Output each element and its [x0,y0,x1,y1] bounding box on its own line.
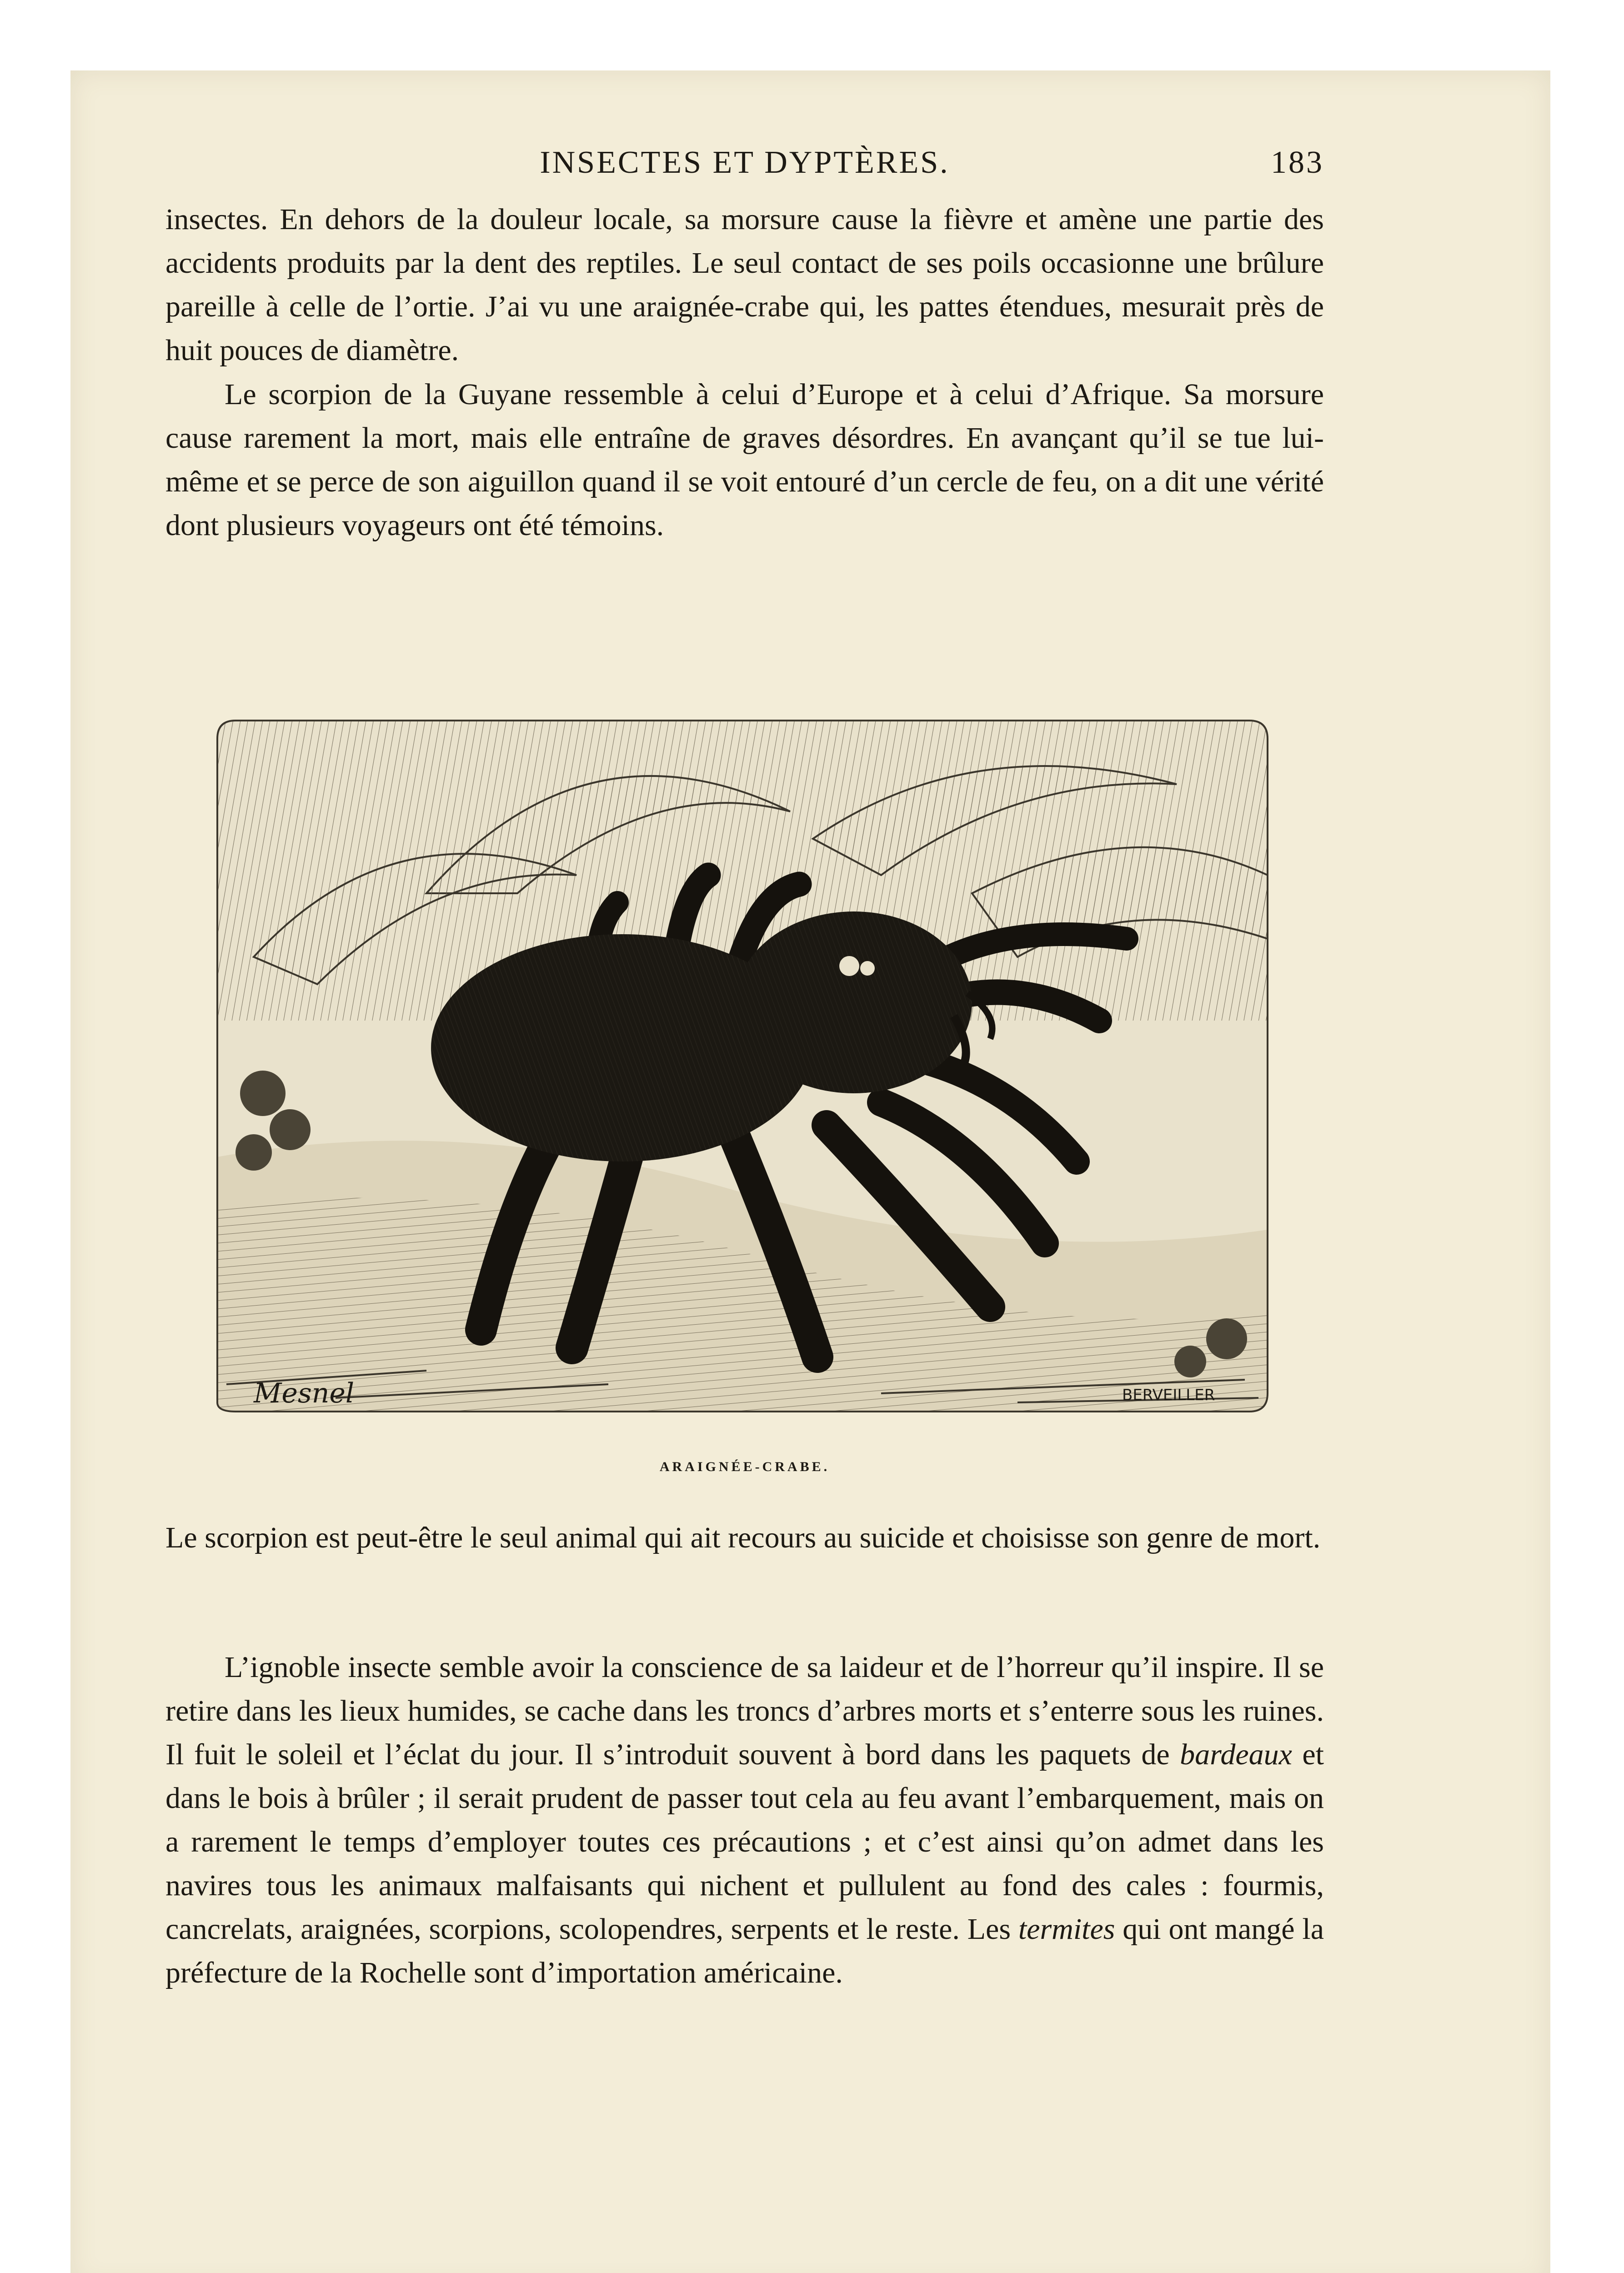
paragraph-3: Le scorpion est peut-être le seul animal qui ait recours au suicide et choisisse son genre de mort. [165,1521,1321,1554]
paragraph-2: Le scorpion de la Guyane ressemble à celui d’Europe et à celui d’Afrique. Sa morsure cause rarement la mort, mais elle entraîne de graves désordres. En avançant qu’il se tue lui-même et se perce de son aiguillon quand il se voit entouré d’un cercle de feu, on a dit une vérité dont plusieurs voyageurs ont été témoins. [165,378,1324,542]
running-title: INSECTES ET DYPTÈRES. [540,145,950,180]
paragraph-4-part-2: et dans le bois à brûler ; il serait prudent de passer tout cela au feu avant l’embarquement, mais on a rarement le temps d’employer toutes ces précautions ; et c’est ainsi qu’on admet dans les navires tous les animaux malfaisants qui nichent et pullulent au fond des cales : fourmis, cancrelats, araignées, scorpions, scolopendres, serpents et le reste. Les [165,1738,1324,1946]
emphasis-termites: termites [1018,1913,1115,1946]
figure-caption: ARAIGNÉE-CRABE. [659,1459,830,1474]
paragraph-4-part-3: qui ont mangé la préfecture de la Rochelle sont d’importation américaine. [165,1913,1324,1989]
paragraph-4-part-1: L’ignoble insecte semble avoir la conscience de sa laideur et de l’horreur qu’il inspire. Il se retire dans les lieux humides, se cache dans les troncs d’arbres morts et s’enterre sous les ruines. Il fuit le soleil et l’éclat du jour. Il s’introduit souvent à bord dans les paquets de [165,1651,1324,1771]
emphasis-bardeaux: bardeaux [1180,1738,1292,1771]
paragraph-4 [165,1646,1324,1995]
signature-right: BERVEILLER [1122,1386,1215,1404]
page-number: 183 [1271,145,1324,180]
running-head [165,145,1324,195]
signature-left: Mesnel [254,1377,355,1409]
paragraph-1: insectes. En dehors de la douleur locale, sa morsure cause la fièvre et amène une partie des accidents produits par la dent des reptiles. Le seul contact de ses poils occasionne une brûlure pareille à celle de l’ortie. J’ai vu une araignée-crabe qui, les pattes étendues, mesurait près de huit pouces de diamètre. [165,203,1324,367]
illustration-crab-spider [199,702,1286,1430]
